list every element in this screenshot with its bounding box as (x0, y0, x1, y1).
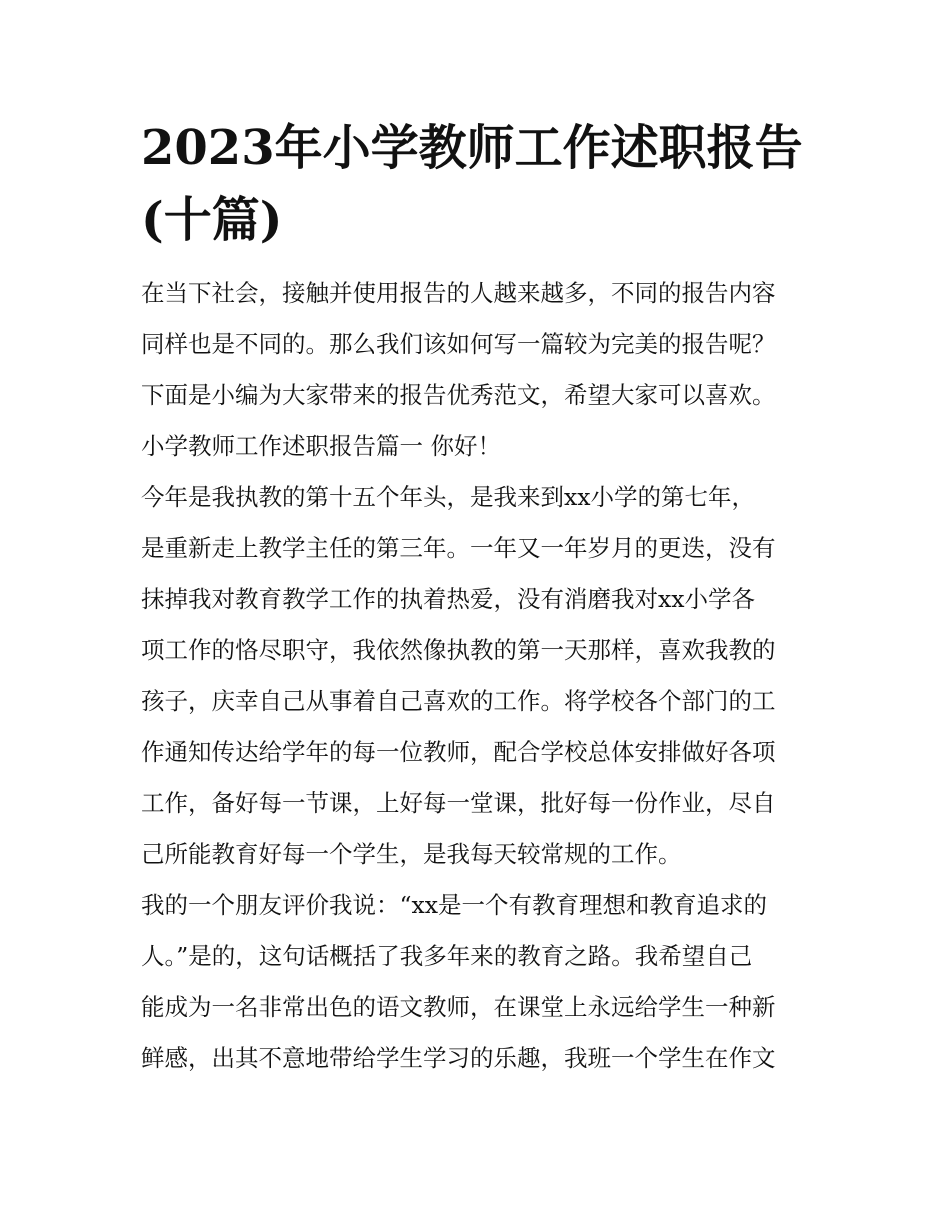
body-line: 抹掉我对教育教学工作的执着热爱，没有消磨我对xx小学各 (141, 585, 756, 613)
body-line: 今年是我执教的第十五个年头，是我来到xx小学的第七年， (141, 483, 756, 511)
body-line: 作通知传达给学年的每一位教师，配合学校总体安排做好各项 (141, 738, 776, 766)
body-line: 人。”是的，这句话概括了我多年来的教育之路。我希望自己 (141, 942, 753, 970)
document-page (141, 112, 821, 1084)
body-line: 己所能教育好每一个学生，是我每天较常规的工作。 (141, 840, 682, 868)
body-line: 在当下社会，接触并使用报告的人越来越多，不同的报告内容 (141, 279, 776, 307)
section-heading-line: 小学教师工作述职报告篇一 你好！ (141, 432, 501, 460)
body-line: 是重新走上教学主任的第三年。一年又一年岁月的更迭，没有 (141, 534, 776, 562)
title-line-1: 2023年小学教师工作述职报告 (141, 120, 803, 176)
body-line: 能成为一名非常出色的语文教师，在课堂上永远给学生一种新 (141, 993, 776, 1021)
body-line: 同样也是不同的。那么我们该如何写一篇较为完美的报告呢？ (141, 330, 776, 358)
body-line: 鲜感，出其不意地带给学生学习的乐趣，我班一个学生在作文 (141, 1044, 776, 1072)
body-line: 下面是小编为大家带来的报告优秀范文，希望大家可以喜欢。 (141, 381, 776, 409)
body-line: 我的一个朋友评价我说：“xx是一个有教育理想和教育追求的 (141, 891, 768, 919)
document-title (141, 112, 821, 256)
body-line: 项工作的恪尽职守，我依然像执教的第一天那样，喜欢我教的 (141, 636, 776, 664)
document-body (141, 268, 821, 1084)
body-line: 孩子，庆幸自己从事着自己喜欢的工作。将学校各个部门的工 (141, 687, 776, 715)
title-line-2: (十篇) (141, 192, 283, 248)
body-line: 工作，备好每一节课，上好每一堂课，批好每一份作业，尽自 (141, 789, 776, 817)
